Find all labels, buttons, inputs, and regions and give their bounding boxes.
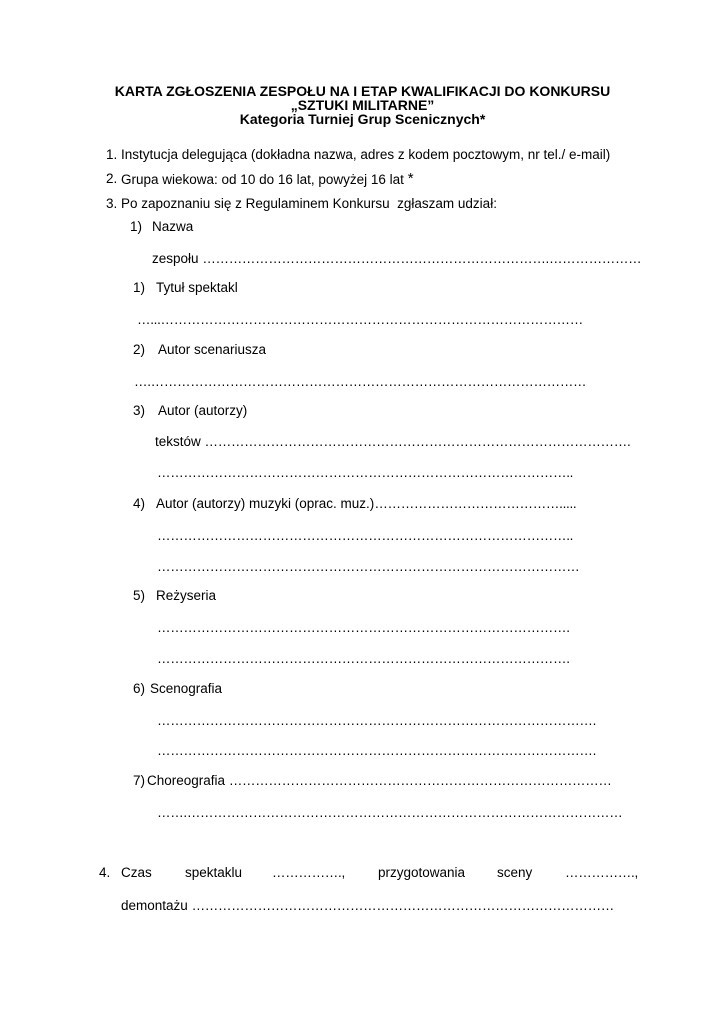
item-2-number: 2. — [106, 171, 118, 186]
field-autor-tekst-label: tekstów — [155, 434, 201, 449]
item-2-asterisk: * — [407, 170, 414, 187]
item-1-number: 1. — [106, 147, 118, 162]
item-2-text — [121, 171, 414, 188]
field-czas-przygotowania-dots[interactable]: ……………., — [565, 865, 638, 880]
field-zespol[interactable] — [152, 251, 641, 267]
sub-autor-tekst-number: 3) — [133, 403, 146, 418]
field-tytul-dots[interactable]: …...…………………………………………………………………………………… — [137, 312, 583, 327]
sub-tytul-label: Tytuł spektakl — [156, 280, 238, 295]
sub-nazwa-label: Nazwa — [152, 219, 194, 234]
sub-tytul-number: 1) — [133, 280, 146, 295]
field-rezyseria-dots1[interactable]: …………………………………………………………………………………. — [157, 620, 570, 635]
field-autor-tekst[interactable] — [155, 434, 630, 450]
item-3-number: 3. — [106, 196, 118, 211]
form-title-line3: Kategoria Turniej Grup Scenicznych* — [239, 111, 486, 127]
sub-autor-muz-label — [156, 496, 576, 512]
field-autor-tekst-dots2[interactable]: ………………………………………………………………………………….. — [157, 465, 574, 480]
field-autor-muz-inline-dots[interactable]: ……………………………………..... — [374, 496, 577, 511]
field-scenografia-dots2[interactable]: ………………………………………………………………………………………. — [157, 743, 597, 758]
item-4-spektaklu: spektaklu — [185, 865, 243, 880]
sub-autor-muz-text: Autor (autorzy) muzyki (oprac. muz.) — [156, 496, 375, 511]
field-rezyseria-dots2[interactable]: …………………………………………………………………………………. — [157, 651, 570, 666]
item-2-label: Grupa wiekowa: od 10 do 16 lat, powyżej 16 lat — [121, 172, 404, 187]
field-choreografia-inline-dots[interactable]: …………………………………………………………………………… — [228, 773, 612, 788]
field-demontaz[interactable] — [121, 898, 614, 914]
sub-rezyseria-number: 5) — [133, 588, 146, 603]
sub-autor-muz-number: 4) — [133, 496, 146, 511]
field-autor-muz-dots1[interactable]: ………………………………………………………………………………….. — [157, 528, 574, 543]
sub-scenografia-number: 6) — [133, 681, 146, 696]
sub-choreografia-text: Choreografia — [147, 773, 226, 788]
item-4-czas: Czas — [121, 865, 152, 880]
field-autor-tekst-dots1[interactable]: ……………………………………………………………………………………. — [204, 434, 631, 449]
item-4-number: 4. — [99, 865, 111, 880]
item-3-text: Po zapoznaniu się z Regulaminem Konkursu zgłaszam udział: — [121, 196, 497, 211]
item-4-demontazu: demontażu — [121, 898, 188, 913]
field-demontaz-dots[interactable]: …………………………………………………………………………………… — [191, 898, 614, 913]
sub-rezyseria-label: Reżyseria — [156, 588, 217, 603]
sub-choreografia-label — [147, 773, 612, 789]
form-title-line2: „SZTUKI MILITARNE” — [290, 97, 435, 113]
sub-autor-tekst-label: Autor (autorzy) — [158, 403, 248, 418]
field-autor-scen-dots[interactable]: ….……………………………………………………………………………………… — [134, 374, 587, 389]
field-czas-spektaklu-dots[interactable]: ……………., — [272, 865, 345, 880]
item-1-text: Instytucja delegująca (dokładna nazwa, adres z kodem pocztowym, nr tel./ e-mail) — [121, 147, 611, 162]
form-title-line1: KARTA ZGŁOSZENIA ZESPOŁU NA I ETAP KWALIFIKACJI DO KONKURSU — [114, 83, 611, 99]
field-autor-muz-dots2[interactable]: …………………………………………………………………………………… — [157, 559, 580, 574]
sub-autor-scen-label: Autor scenariusza — [158, 342, 267, 357]
item-4-przygotowania: przygotowania — [378, 865, 466, 880]
sub-choreografia-number: 7) — [133, 773, 146, 788]
item-4-sceny: sceny — [497, 865, 533, 880]
field-scenografia-dots1[interactable]: ………………………………………………………………………………………. — [157, 713, 597, 728]
sub-nazwa-number: 1) — [130, 219, 143, 234]
field-zespol-dots[interactable]: …………………………………………………………………….………………… — [202, 251, 642, 266]
sub-scenografia-label: Scenografia — [150, 681, 223, 696]
field-zespol-label: zespołu — [152, 251, 199, 266]
field-choreografia-dots1[interactable]: …….……………………………………………………………………………………… — [157, 805, 623, 820]
sub-autor-scen-number: 2) — [133, 342, 146, 357]
